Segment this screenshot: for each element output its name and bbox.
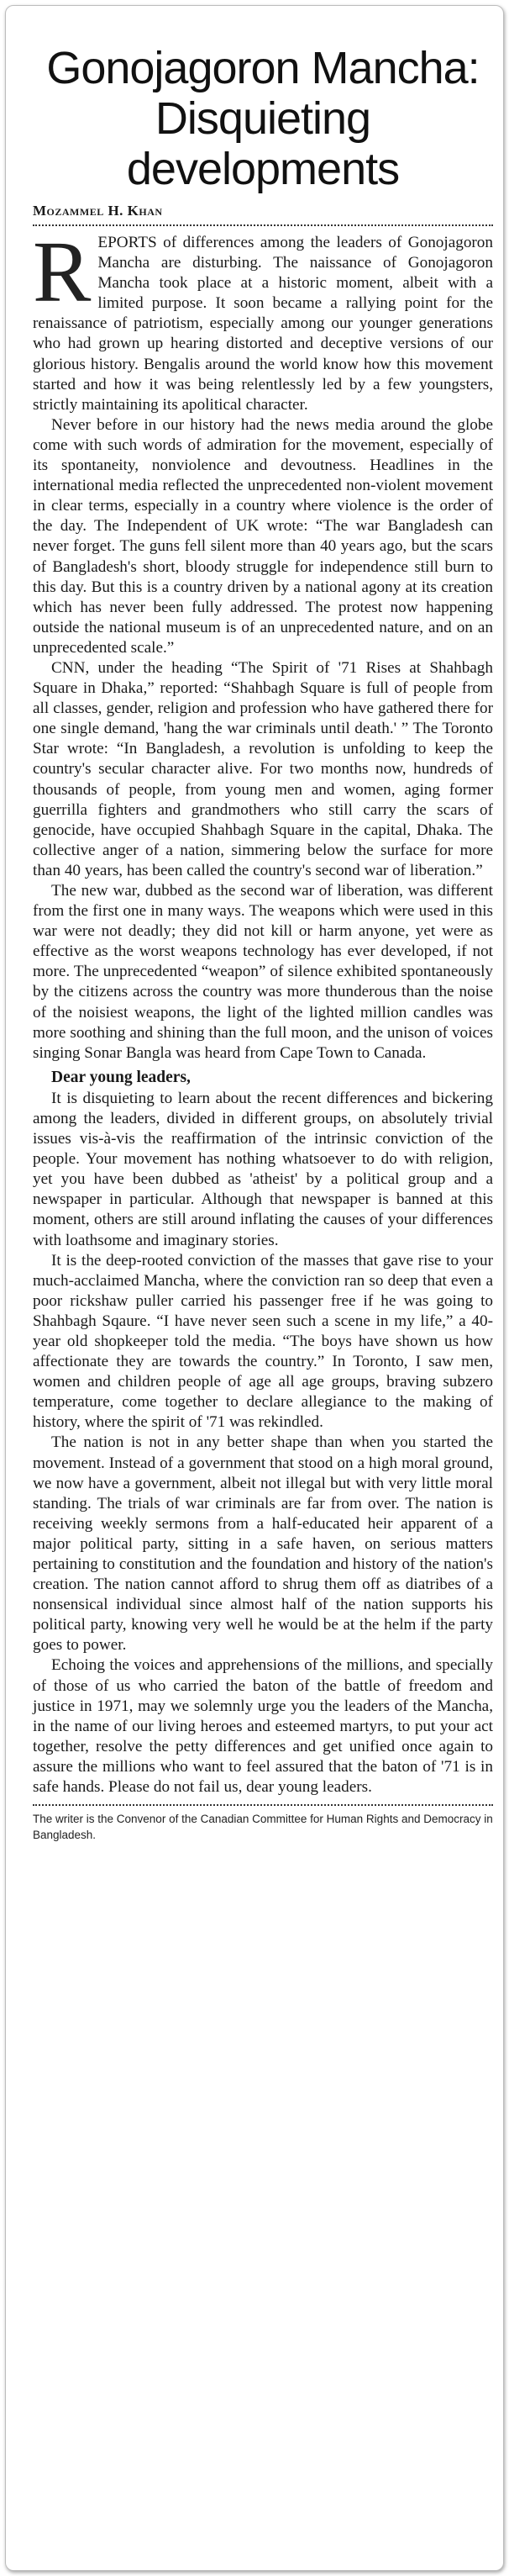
article-column bbox=[6, 6, 503, 1843]
byline-divider bbox=[33, 224, 493, 226]
paragraph-7: The nation is not in any better shape than when you started the movement. Instead of a government that stood on a high moral ground, we now have a government, albeit not illegal but with very little moral standing. The trials of war criminals are far from over. The nation is receiving weekly sermons from a half-educated heir apparent of a major political party, sitting in a safe haven, on serious matters pertaining to constitution and the foundation and history of the nation's creation. The nation cannot afford to shrug them off as diatribes of a nonsensical individual since almost half of the nation supports his political party, knowing very well he would be at the helm if the party goes to power. bbox=[33, 1433, 493, 1655]
drop-cap: R bbox=[33, 224, 92, 320]
article-frame bbox=[5, 5, 504, 2571]
paragraph-2: Never before in our history had the news media around the globe come with such words of admiration for the movement, especially of its spontaneity, nonviolence and devoutness. Headlines in the international media reflected the unprecedented non-violent movement in clear terms, especially in a country where violence is the order of the day. The Independent of UK wrote: “The war Bangladesh can never forget. The guns fell silent more than 40 years ago, but the scars of Bangladesh's short, bloody struggle for independence still burn to this day. But this is a country driven by a national agony at its creation which has never been fully addressed. The protest now happening outside the national museum is of an unprecedented nature, and on an unprecedented scale.” bbox=[33, 415, 493, 657]
article-headline: Gonojagoron Mancha: Disquieting developments bbox=[46, 43, 480, 194]
author-note: The writer is the Convenor of the Canadian Committee for Human Rights and Democracy in Bangladesh. bbox=[33, 1813, 493, 1842]
paragraph-4: The new war, dubbed as the second war of liberation, was different from the first one in many ways. The weapons which were used in this war were not deadly; they did not kill or harm anyone, yet were as effective as the worst weapons technology has ever developed, if not more. The unprecedented “weapon” of silence exhibited spontaneously by the citizens across the country was more thunderous than the noise of the noisiest weapons, the light of the lighted million candles was more soothing and shining than the full moon, and the unison of voices singing Sonar Bangla was heard from Cape Town to Canada. bbox=[33, 882, 493, 1062]
footer-divider bbox=[33, 1804, 493, 1806]
paragraph-1-text: of differences among the leaders of Gonojagoron Mancha are disturbing. The naissance of Gonojagoron Mancha took place at a historic moment, albeit with a limited purpose. It soon became a rallying point for the renaissance of patriotism, especially among our younger generations who had grown up hearing distorted and deceptive versions of our glorious history. Bengalis around the world know how this movement started and how it was being relentlessly led by a few youngsters, strictly maintaining its apolitical character. bbox=[33, 234, 493, 414]
paragraph-6: It is the deep-rooted conviction of the masses that gave rise to your much-acclaimed Mancha, where the conviction ran so deep that even a poor rickshaw puller carried his passenger free if he was going to Shahbagh Sqaure. “I have never seen such a scene in my life,” a 40-year old shopkeeper told the media. “The boys have shown us how affectionate they are towards the country.” In Toronto, I saw men, women and children people of age all age groups, braving subzero temperature, come together to declare allegiance to the making of history, where the spirit of '71 was rekindled. bbox=[33, 1251, 493, 1432]
paragraph-1 bbox=[33, 224, 493, 415]
subheading: Dear young leaders, bbox=[51, 1068, 191, 1086]
article-byline: Mozammel H. Khan bbox=[33, 203, 163, 219]
article-body bbox=[33, 224, 493, 1797]
paragraph-3: CNN, under the heading “The Spirit of '71 Rises at Shahbagh Square in Dhaka,” reported: “Shahbagh Square is full of people from all classes, gender, religion and profession who have gathered there for one single demand, 'hang the war criminals until death.' ” The Toronto Star wrote: “In Bangladesh, a revolution is unfolding to keep the country's secular character alive. For two months now, hundreds of thousands of people, from young men and women, aging former guerrilla fighters and grandmothers who still carry the scars of genocide, have occupied Shahbagh Square in the capital, Dhaka. The collective anger of a nation, simmering below the surface for more than 40 years, has been called the country's second war of liberation.” bbox=[33, 658, 493, 879]
lead-small-caps: EPORTS bbox=[97, 234, 157, 251]
paragraph-5: It is disquieting to learn about the recent differences and bickering among the leaders, divided in different groups, on absolutely trivial issues vis-à-vis the reaffirmation of the intrinsic conviction of the people. Your movement has nothing whatsoever to do with religion, yet you have been dubbed as 'atheist' by a political group and a newspaper in particular. Although that newspaper is banned at this moment, others are still around inflating the causes of your differences with loathsome and imaginary stories. bbox=[33, 1089, 493, 1249]
paragraph-8: Echoing the voices and apprehensions of the millions, and specially of those of us who carried the baton of the battle of freedom and justice in 1971, may we solemnly urge you the leaders of the Mancha, in the name of our living heroes and esteemed martyrs, to put your act together, resolve the petty differences and get unified once again to assure the millions who want to feel assured that the baton of '71 is in safe hands. Please do not fail us, dear young leaders. bbox=[33, 1656, 493, 1797]
